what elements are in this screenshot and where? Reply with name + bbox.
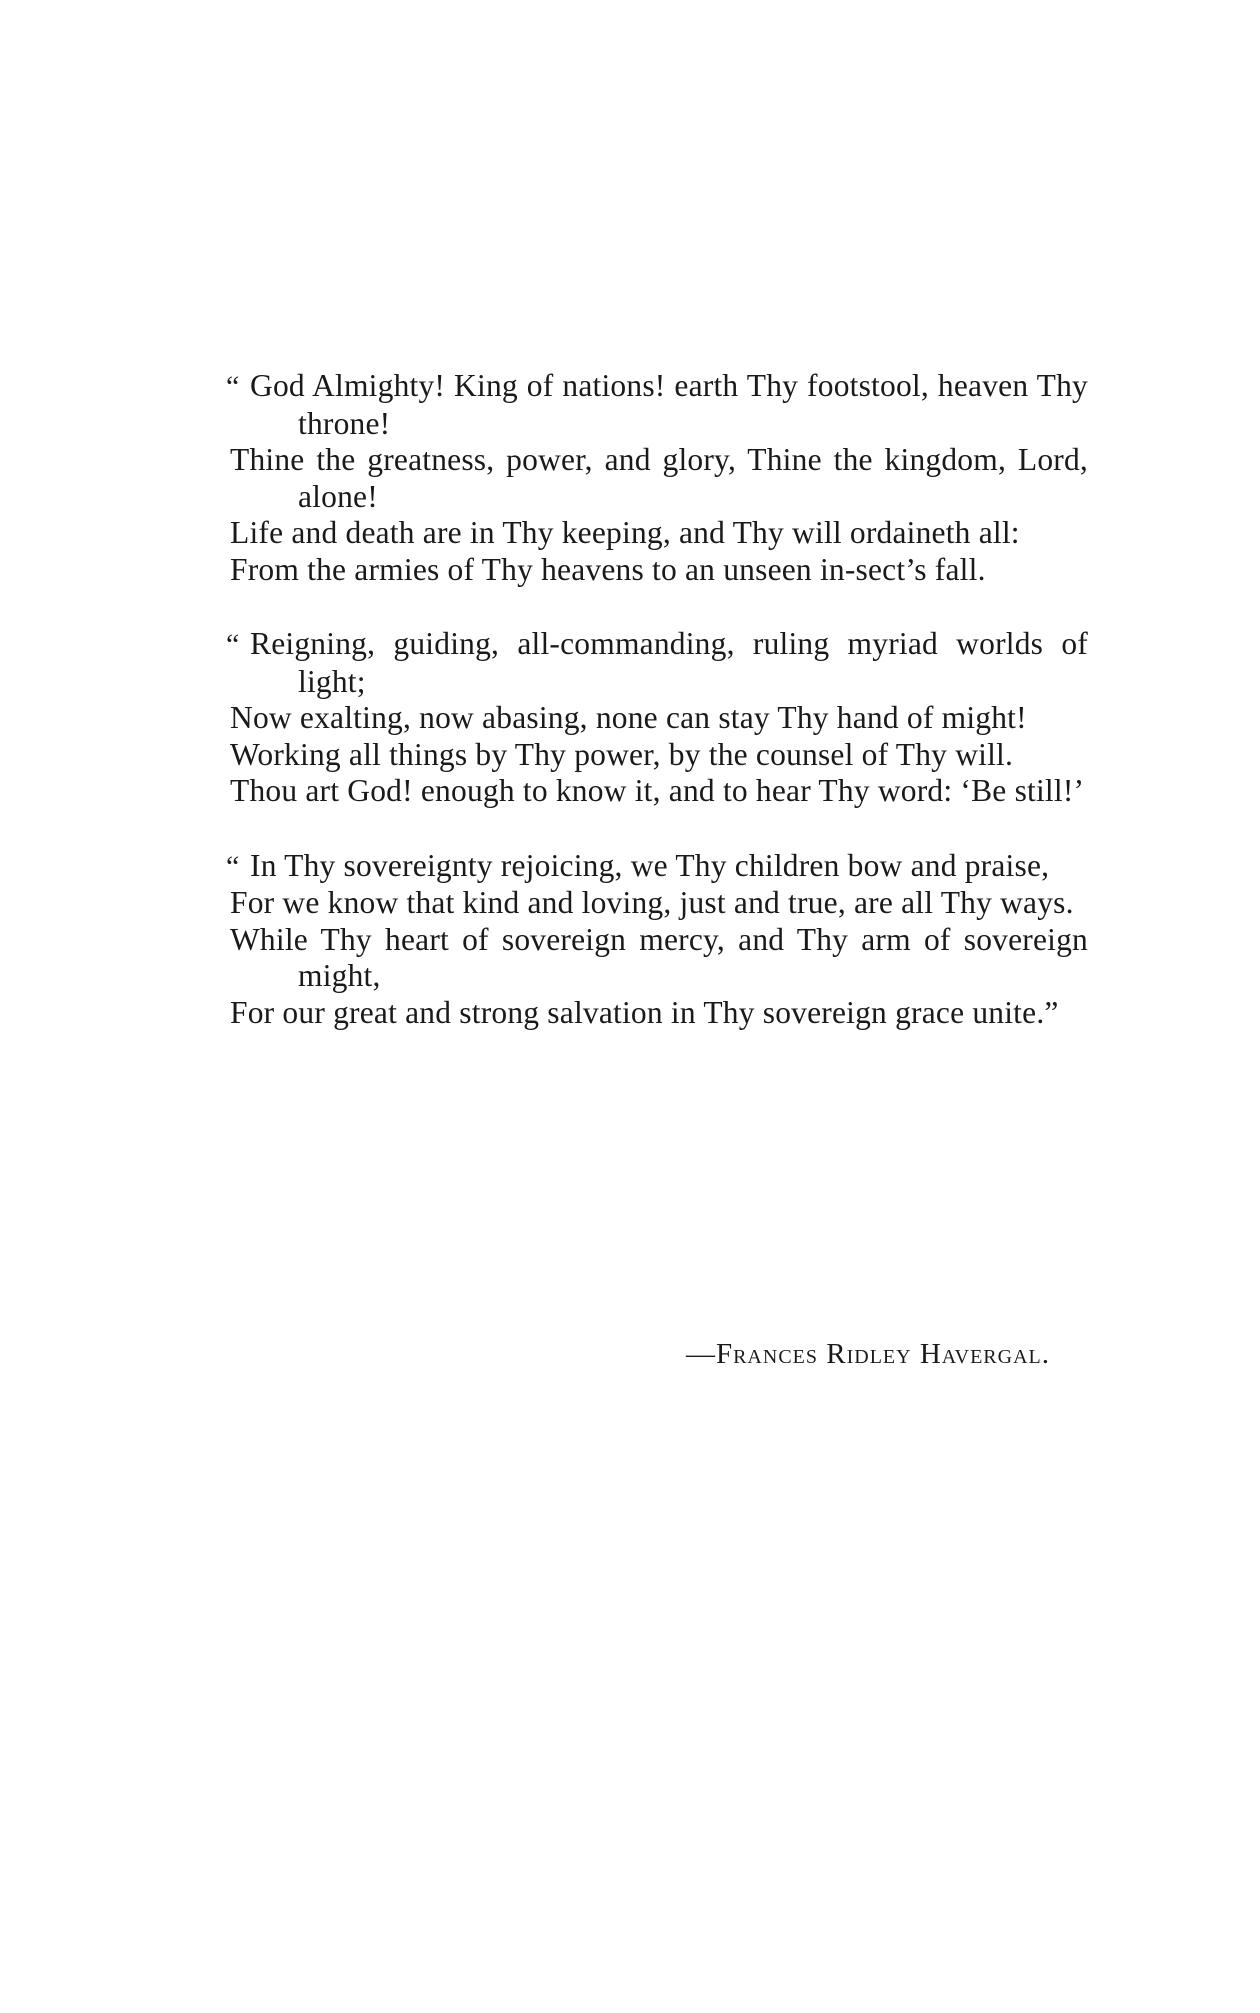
line-text: In Thy sovereignty rejoicing, we Thy children bow and praise, — [250, 847, 1050, 883]
line-text: While Thy heart of sovereign mercy, and Thy arm of sovereign might, — [230, 921, 1088, 993]
line-text: For our great and strong salvation in Thy sovereign grace unite.” — [230, 994, 1059, 1030]
poem-line — [208, 442, 1088, 515]
open-quote-mark: “ — [226, 370, 240, 403]
line-text: Working all things by Thy power, by the counsel of Thy will. — [230, 736, 1014, 772]
open-quote-mark: “ — [226, 849, 240, 883]
open-quote-mark: “ — [226, 628, 240, 661]
line-text: Now exalting, now abasing, none can stay Thy hand of might! — [230, 700, 1027, 735]
line-text: Thou art God! enough to know it, and to hear Thy word: ‘Be still!’ — [230, 773, 1085, 808]
stanza-2 — [208, 626, 1088, 810]
line-text: Reigning, guiding, all-commanding, ruling myriad worlds of light; — [250, 626, 1088, 699]
poem-line — [208, 700, 1088, 737]
line-text: For we know that kind and loving, just and true, are all Thy ways. — [230, 885, 1074, 920]
line-text: From the armies of Thy heavens to an unseen in-sect’s fall. — [230, 551, 986, 587]
poem-line — [208, 552, 1088, 589]
author-attribution: —Frances Ridley Havergal. — [685, 1338, 1050, 1370]
poem — [208, 368, 1088, 1069]
line-text: Life and death are in Thy keeping, and Thy will ordaineth all: — [230, 515, 1020, 550]
poem-line — [208, 773, 1088, 810]
poem-line — [208, 885, 1088, 922]
stanza-3 — [208, 848, 1088, 1032]
poem-line — [208, 922, 1088, 995]
poem-line — [208, 368, 1088, 442]
poem-line — [208, 515, 1088, 552]
line-text: Thine the greatness, power, and glory, Thine the kingdom, Lord, alone! — [230, 442, 1088, 514]
stanza-1 — [208, 368, 1088, 588]
poem-line — [208, 848, 1088, 886]
poem-line — [208, 626, 1088, 700]
line-text: God Almighty! King of nations! earth Thy footstool, heaven Thy throne! — [250, 368, 1088, 441]
poem-line — [208, 737, 1088, 774]
poem-line — [208, 995, 1088, 1032]
